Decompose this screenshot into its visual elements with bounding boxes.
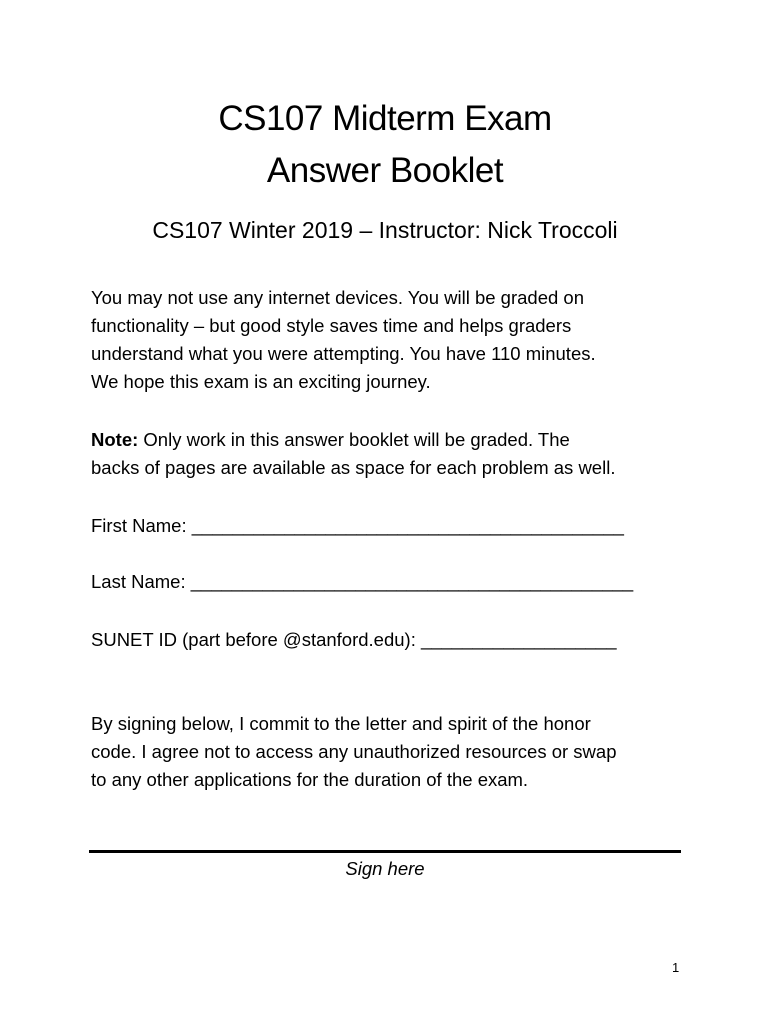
page-number: 1 bbox=[672, 960, 680, 975]
exam-title: CS107 Midterm Exam bbox=[218, 99, 552, 138]
note-paragraph bbox=[91, 426, 691, 482]
note-line: backs of pages are available as space for each problem as well. bbox=[91, 457, 616, 478]
note-label: Note: bbox=[91, 429, 139, 450]
instructions-line: functionality – but good style saves time and helps graders bbox=[91, 315, 572, 336]
last-name-field[interactable]: Last Name: ___________________________________________ bbox=[91, 571, 634, 592]
honor-code-paragraph bbox=[91, 710, 691, 794]
first-name-field[interactable]: First Name: __________________________________________ bbox=[91, 515, 624, 536]
instructions-line: We hope this exam is an exciting journey. bbox=[91, 371, 431, 392]
instructions-line: understand what you were attempting. You have 110 minutes. bbox=[91, 343, 596, 364]
signature-line[interactable] bbox=[89, 850, 681, 853]
sunet-id-field[interactable]: SUNET ID (part before @stanford.edu): ___________________ bbox=[91, 629, 617, 650]
instructions-paragraph bbox=[91, 284, 691, 396]
instructions-line: You may not use any internet devices. You will be graded on bbox=[91, 287, 584, 308]
course-instructor-line: CS107 Winter 2019 – Instructor: Nick Troccoli bbox=[152, 217, 618, 243]
exam-subtitle-booklet: Answer Booklet bbox=[266, 151, 504, 190]
note-line bbox=[91, 426, 691, 454]
note-text: Only work in this answer booklet will be graded. The bbox=[138, 429, 570, 450]
sign-here-label: Sign here bbox=[345, 858, 425, 879]
honor-code-line: code. I agree not to access any unauthorized resources or swap bbox=[91, 741, 617, 762]
honor-code-line: to any other applications for the duration of the exam. bbox=[91, 769, 529, 790]
honor-code-line: By signing below, I commit to the letter and spirit of the honor bbox=[91, 713, 591, 734]
